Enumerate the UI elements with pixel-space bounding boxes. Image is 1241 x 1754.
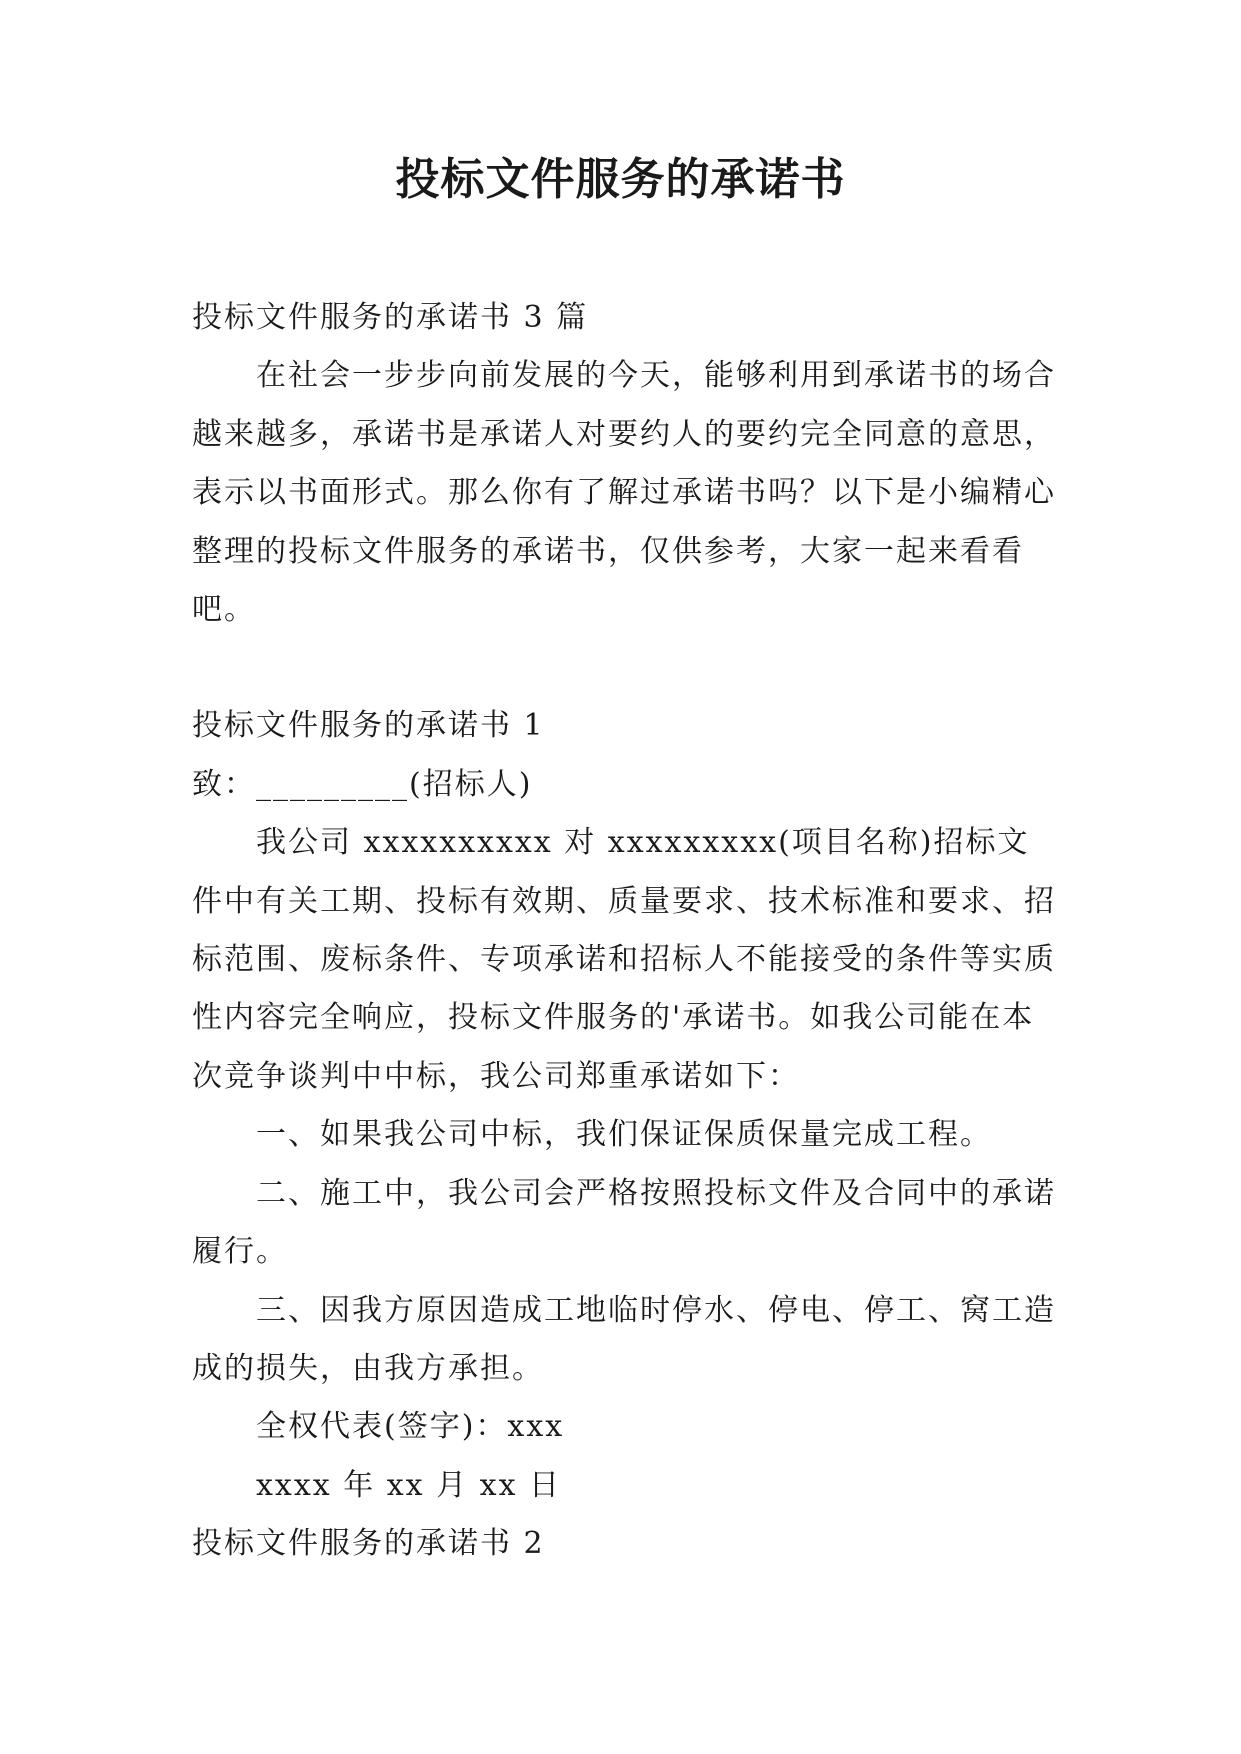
section-2-heading: 投标文件服务的承诺书 2 — [192, 1526, 545, 1562]
commitment-item-1: 一、如果我公司中标，我们保证保质保量完成工程。 — [256, 1117, 992, 1153]
addressee-suffix: (招标人) — [409, 766, 533, 802]
addressee-blank: _________ — [256, 766, 409, 802]
document-body — [192, 289, 1057, 1574]
signature-line: 全权代表(签字)：xxx — [256, 1409, 565, 1445]
commitment-paragraph: 我公司 xxxxxxxxxx 对 xxxxxxxxx(项目名称)招标文件中有关工期、投标有效期、质量要求、技术标准和要求、招标范围、废标条件、专项承诺和招标人不能接受的条件等实质性内容完全响应，投标文件服务的'承诺书。如我公司能在本次竞争谈判中中标，我公司郑重承诺如下： — [192, 825, 1056, 1094]
document-subtitle: 投标文件服务的承诺书 3 篇 — [192, 300, 589, 335]
commitment-item-2: 二、施工中，我公司会严格按照投标文件及合同中的承诺履行。 — [192, 1175, 1056, 1270]
addressee-line — [192, 756, 1057, 814]
section-spacer — [192, 639, 1057, 697]
commitment-item-3: 三、因我方原因造成工地临时停水、停电、停工、窝工造成的损失，由我方承担。 — [192, 1292, 1056, 1386]
intro-paragraph: 在社会一步步向前发展的今天，能够利用到承诺书的场合越来越多，承诺书是承诺人对要约人的要约完全同意的意思，表示以书面形式。那么你有了解过承诺书吗？以下是小编精心整理的投标文件服务的承诺书，仅供参考，大家一起来看看吧。 — [192, 358, 1056, 628]
date-line: xxxx 年 xx 月 xx 日 — [256, 1467, 562, 1503]
section-1-heading: 投标文件服务的承诺书 1 — [192, 708, 545, 744]
document-title: 投标文件服务的承诺书 — [395, 154, 846, 205]
addressee-prefix: 致： — [192, 766, 256, 802]
